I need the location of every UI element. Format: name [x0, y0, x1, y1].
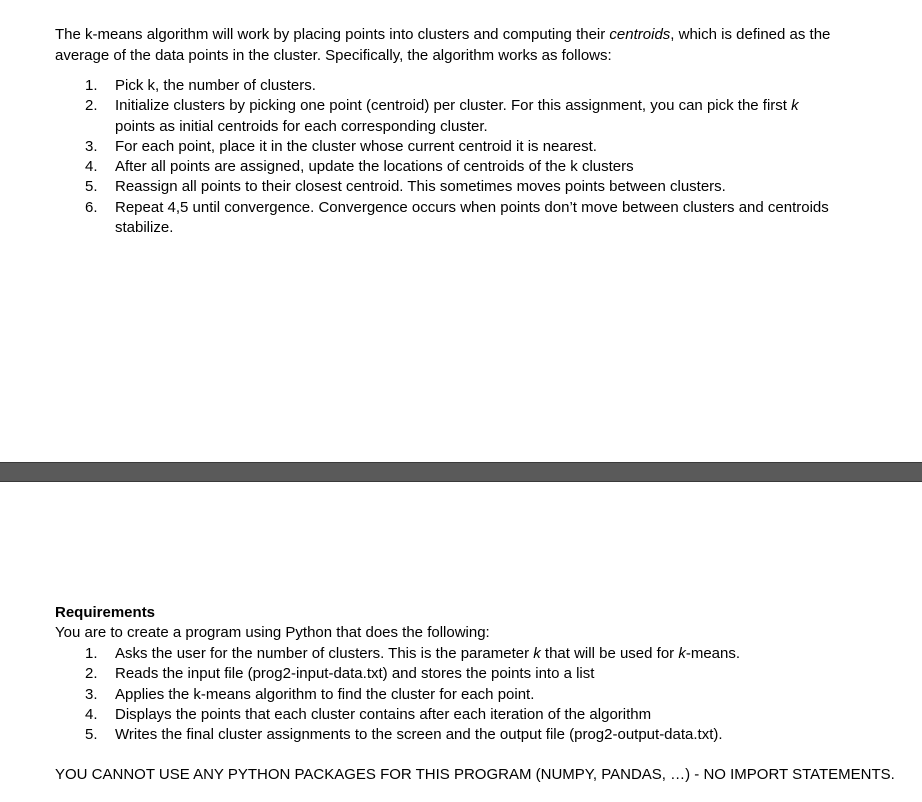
requirement-item [55, 705, 835, 725]
requirement-number: 1. [85, 645, 98, 662]
requirement-k-emphasis: k [533, 645, 541, 662]
intro-text-end: , which is defined as the average of the data points in the cluster. Specifically, the algorithm works as follows: [55, 26, 831, 64]
algorithm-step [55, 96, 835, 137]
intro-text-start: The k-means algorithm will work by placing points into clusters and computing their [55, 26, 610, 43]
step-k-emphasis: k [791, 97, 799, 115]
requirements-heading: Requirements [55, 604, 156, 621]
intro-paragraph [55, 24, 855, 66]
algorithm-step [55, 177, 835, 197]
requirements-intro: You are to create a program using Python that does the following: [55, 624, 490, 641]
step-text: Reassign all points to their closest centroid. This sometimes moves points between clusters. [115, 178, 726, 196]
step-number: 6. [85, 198, 98, 216]
requirement-number: 5. [85, 726, 98, 744]
step-number: 3. [85, 137, 98, 155]
requirement-text: that will be used for [540, 645, 679, 662]
step-text: After all points are assigned, update the locations of centroids of the k clusters [115, 158, 634, 176]
requirement-text: Displays the points that each cluster contains after each iteration of the algorithm [115, 705, 652, 723]
requirements-list [55, 644, 835, 745]
requirement-number: 2. [85, 665, 98, 683]
intro-centroids-emphasis: centroids [609, 26, 671, 43]
requirement-item [55, 685, 835, 705]
requirement-text: Asks the user for the number of clusters. This is the parameter [115, 645, 534, 662]
requirement-item [55, 664, 835, 684]
step-text: Pick k, the number of clusters. [115, 77, 316, 94]
no-imports-warning: YOU CANNOT USE ANY PYTHON PACKAGES FOR THIS PROGRAM (NUMPY, PANDAS, …) - NO IMPORT STATEMENTS. [55, 766, 895, 783]
algorithm-step [55, 137, 835, 157]
step-number: 4. [85, 158, 98, 176]
requirement-text: Writes the final cluster assignments to the screen and the output file (prog2-output-data.txt). [115, 726, 723, 744]
step-text: Repeat 4,5 until convergence. Convergence occurs when points don’t move between clusters and centroids stabilize. [115, 198, 829, 237]
step-number: 1. [85, 77, 98, 94]
requirement-item [55, 725, 835, 745]
document-page-bottom [0, 482, 922, 802]
requirement-number: 4. [85, 705, 98, 723]
step-text: Initialize clusters by picking one point (centroid) per cluster. For this assignment, you can pick the first [115, 97, 792, 115]
algorithm-step [55, 198, 835, 239]
algorithm-steps-list [55, 76, 835, 238]
page-separator [0, 462, 922, 482]
requirement-number: 3. [85, 685, 98, 703]
step-number: 5. [85, 178, 98, 196]
requirement-text: -means. [685, 645, 741, 662]
step-number: 2. [85, 97, 98, 115]
requirement-text: Reads the input file (prog2-input-data.txt) and stores the points into a list [115, 665, 595, 683]
step-text: For each point, place it in the cluster whose current centroid it is nearest. [115, 137, 597, 155]
algorithm-step [55, 157, 835, 177]
requirement-text: Applies the k-means algorithm to find the cluster for each point. [115, 685, 535, 703]
algorithm-step [55, 76, 835, 96]
step-text: points as initial centroids for each corresponding cluster. [115, 117, 488, 135]
requirement-k-emphasis: k [678, 645, 686, 662]
requirement-item [55, 644, 835, 664]
